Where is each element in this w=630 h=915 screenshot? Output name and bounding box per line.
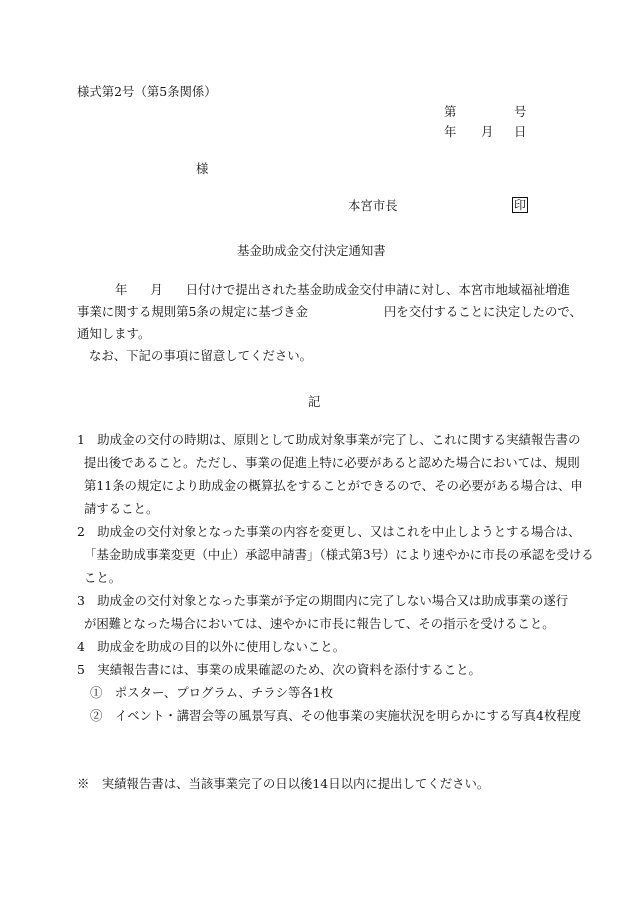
list-item-2 <box>77 520 594 589</box>
document-title: 基金助成金交付決定通知書 <box>237 243 386 258</box>
body-year: 年 <box>115 282 128 297</box>
doc-number-prefix: 第 <box>444 104 457 119</box>
form-number: 様式第2号（第5条関係） <box>77 84 217 99</box>
item-2-line-2: 「基金助成事業変更（中止）承認申請書」（様式第3号）により速やかに市長の承認を受ける <box>84 547 594 562</box>
body-line-4: なお、下記の事項に留意してください。 <box>89 348 313 363</box>
body-line-3: 通知します。 <box>77 326 151 341</box>
body-line-2 <box>77 301 582 323</box>
doc-number-suffix: 号 <box>514 104 527 119</box>
recipient-honorific: 様 <box>196 161 209 176</box>
date-day: 日 <box>514 124 527 139</box>
body-line-2-b: 円を交付することに決定したので、 <box>383 304 582 319</box>
body-line-1-text: 日付けで提出された基金助成金交付申請に対し、本宮市地域福祉増進 <box>185 282 570 297</box>
footnote: ※ 実績報告書は、当該事業完了の日以後14日以内に提出してください。 <box>77 776 490 791</box>
seal-stamp: 印 <box>514 198 527 212</box>
item-3-line-1: 3 助成金の交付対象となった事業が予定の期間内に完了しない場合又は助成事業の遂行 <box>77 593 569 608</box>
item-1-line-2: 提出後であること。ただし、事業の促進上特に必要があると認めた場合においては、規則 <box>84 455 580 470</box>
list-item-3 <box>77 589 569 635</box>
body-month: 月 <box>150 282 163 297</box>
item-1-line-1: 1 助成金の交付の時期は、原則として助成対象事業が完了し、これに関する実績報告書の <box>77 432 581 447</box>
body-line-1 <box>77 279 570 301</box>
item-3-line-2: が困難となった場合においては、速やかに市長に報告して、その指示を受けること。 <box>84 616 555 631</box>
list-item-5 <box>77 658 582 727</box>
date-year: 年 <box>444 124 457 139</box>
notes-list <box>77 428 594 727</box>
list-item-4 <box>77 635 557 658</box>
item-2-line-1: 2 助成金の交付対象となった事業の内容を変更し、又はこれを中止しようとする場合は、 <box>77 524 581 539</box>
date-month: 月 <box>481 124 494 139</box>
ki-heading: 記 <box>308 394 321 409</box>
seal-mark <box>512 197 528 213</box>
list-item-1 <box>77 428 583 520</box>
item-2-line-3: こと。 <box>84 570 122 585</box>
item-1-line-4: 請すること。 <box>84 501 159 516</box>
body-paragraph <box>77 279 582 367</box>
item-5-line-1: 5 実績報告書には、事業の成果確認のため、次の資料を添付すること。 <box>77 662 481 677</box>
item-1-line-3: 第11条の規定により助成金の概算払をすることができるので、その必要がある場合は、申 <box>84 478 583 493</box>
item-4-line-1: 4 助成金を助成の目的以外に使用しないこと。 <box>77 639 346 654</box>
issuer-name: 本宮市長 <box>348 198 398 213</box>
subitem-2: ② イベント・講習会等の風景写真、その他事業の実施状況を明らかにする写真4枚程度 <box>90 708 582 723</box>
subitem-1: ① ポスター、プログラム、チラシ等各1枚 <box>90 685 334 700</box>
body-line-2-a: 事業に関する規則第5条の規定に基づき金 <box>77 304 308 319</box>
